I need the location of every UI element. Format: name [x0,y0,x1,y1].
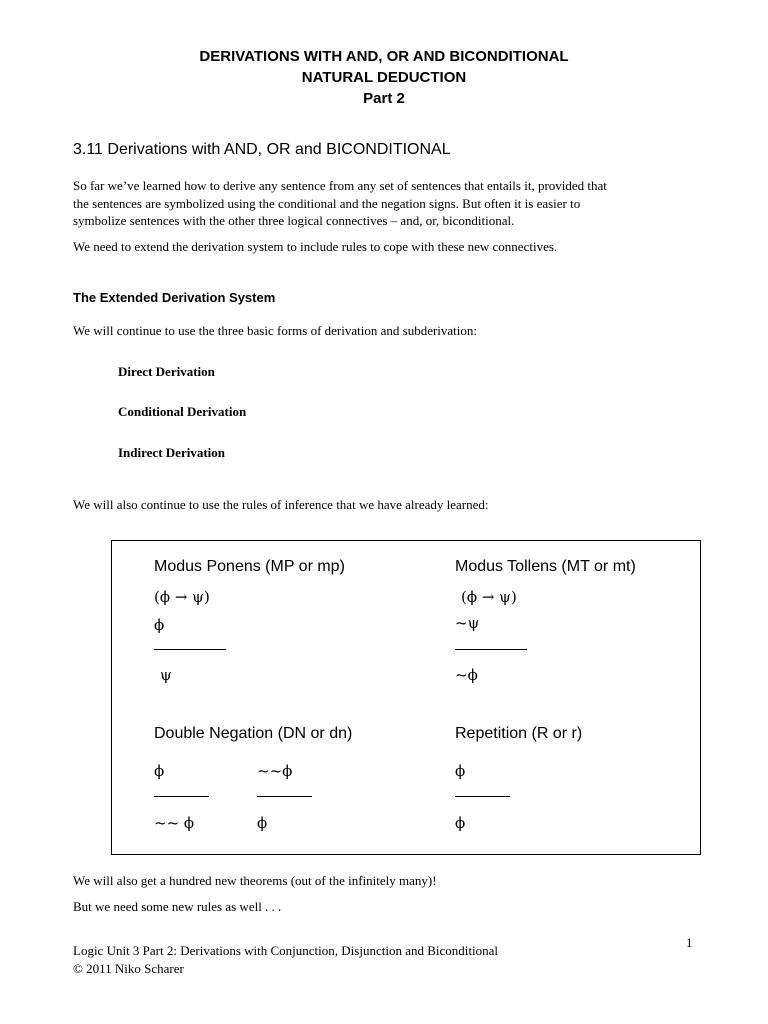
rule-dn-b-premise: ~~ϕ [257,762,293,780]
form-direct-derivation: Direct Derivation [118,364,215,379]
rule-dn-a-conclusion: ~~ ϕ [154,814,195,832]
closing-line2: But we need some new rules as well . . . [73,899,282,914]
form-indirect-derivation: Indirect Derivation [118,445,225,460]
page-number: 1 [686,935,693,950]
rule-mp-premise2: ϕ [154,616,165,634]
paragraph-1-line3: symbolize sentences with the other three logical connectives – and, or, biconditional. [73,213,515,228]
rule-mp-conclusion: ψ [160,666,172,684]
form-conditional-derivation: Conditional Derivation [118,404,247,419]
doc-title-line1: DERIVATIONS WITH AND, OR AND BICONDITIONAL [199,48,569,65]
rule-dn-b-divider [257,796,312,797]
rule-mp-divider [154,649,226,650]
rule-mt-name: Modus Tollens (MT or mt) [455,558,636,575]
forms-intro: We will continue to use the three basic forms of derivation and subderivation: [73,323,478,338]
rule-mt-divider [455,649,527,650]
rule-dn-b-conclusion: ϕ [257,814,268,832]
doc-title-line3: Part 2 [363,90,405,107]
rule-mt-conclusion: ~ϕ [455,666,478,684]
closing-line1: We will also get a hundred new theorems (out of the infinitely many)! [73,873,437,888]
rule-dn-name: Double Negation (DN or dn) [154,725,353,742]
rules-intro: We will also continue to use the rules of inference that we have already learned: [73,497,489,512]
paragraph-1-line2: the sentences are symbolized using the conditional and the negation signs. But often it is easier to [73,196,581,211]
rule-dn-a-divider [154,796,209,797]
footer-line1: Logic Unit 3 Part 2: Derivations with Conjunction, Disjunction and Biconditional [73,943,498,958]
rule-mt-premise1: (ϕ → ψ) [461,588,517,606]
rules-box [111,540,701,855]
rule-r-premise: ϕ [455,762,466,780]
doc-title-line2: NATURAL DEDUCTION [301,69,467,86]
section-heading: 3.11 Derivations with AND, OR and BICONDITIONAL [73,141,451,158]
rule-mp-premise1: (ϕ → ψ) [154,588,210,606]
rule-r-name: Repetition (R or r) [455,725,583,742]
rule-r-conclusion: ϕ [455,814,466,832]
paragraph-1-line1: So far we’ve learned how to derive any sentence from any set of sentences that entails it, provided that [73,178,607,193]
rule-dn-a-premise: ϕ [154,762,165,780]
footer-line2: © 2011 Niko Scharer [73,961,184,976]
rule-mp-name: Modus Ponens (MP or mp) [154,558,345,575]
rule-r-divider [455,796,510,797]
paragraph-2: We need to extend the derivation system to include rules to cope with these new connectives. [73,239,558,254]
subsection-heading: The Extended Derivation System [73,290,276,305]
rule-mt-premise2: ~ψ [455,614,480,632]
